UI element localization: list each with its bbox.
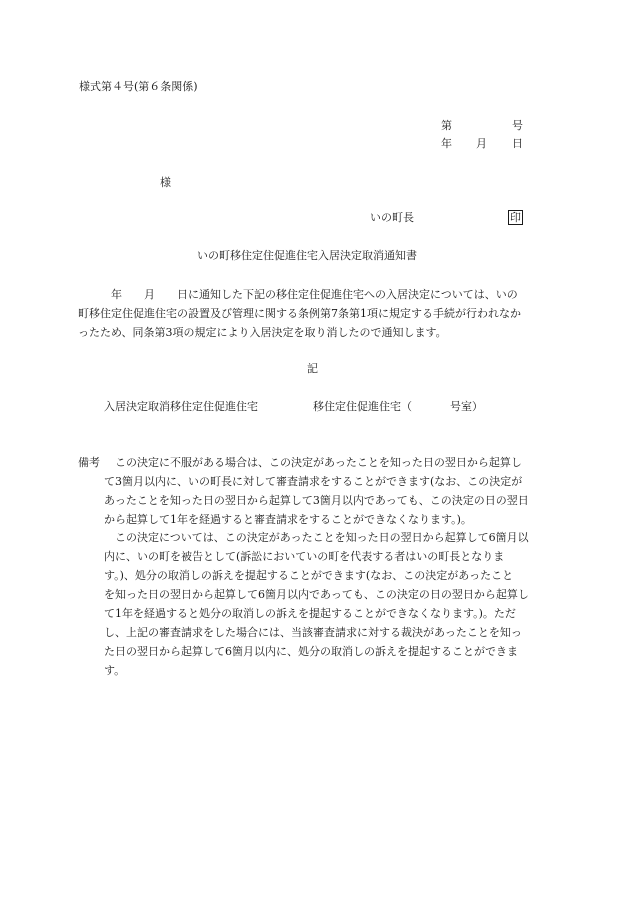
item-label: 入居決定取消移住定住促進住宅 — [104, 400, 258, 413]
document-title: いの町移住定住促進住宅入居決定取消通知書 — [197, 249, 417, 262]
remarks-line-4: から起算して1年を経過すると審査請求をすることができなくなります。)。 — [104, 513, 472, 526]
body-line-1: 年 月 日に通知した下記の移住定住促進住宅への入居決定については、いの — [78, 288, 518, 301]
remarks-line-6: 内に、いの町を被告として(訴訟においていの町を代表する者はいの町長となりま — [104, 550, 505, 563]
remarks-line-12: す。 — [104, 664, 126, 677]
addressee-suffix: 様 — [160, 176, 171, 189]
date-day: 日 — [512, 137, 523, 150]
doc-number-dai: 第 — [441, 119, 452, 132]
remarks-line-8: を知った日の翌日から起算して6箇月以内であっても、この決定の日の翌日から起算し — [104, 588, 529, 601]
remarks-line-1: この決定に不服がある場合は、この決定があったことを知った日の翌日から起算し — [115, 456, 522, 469]
remarks-line-9: て1年を経過すると処分の取消しの訴えを提起することができなくなります。)。ただ — [104, 607, 516, 620]
remarks-line-10: し、上記の審査請求をした場合には、当該審査請求に対する裁決があったことを知っ — [104, 626, 522, 639]
remarks-line-11: た日の翌日から起算して6箇月以内に、処分の取消しの訴えを提起することができま — [104, 645, 518, 658]
seal-box: 印 — [510, 211, 521, 224]
sender-title: いの町長 — [370, 211, 414, 224]
doc-number-go: 号 — [512, 119, 523, 132]
body-line-3: ったため、同条第3項の規定により入居決定を取り消したので通知します。 — [78, 326, 447, 339]
body-line-2: 町移住定住促進住宅の設置及び管理に関する条例第7条第1項に規定する手続が行われなか — [78, 307, 521, 320]
remarks-line-7: す。)、処分の取消しの訴えを提起することができます(なお、この決定があったこと — [104, 569, 514, 582]
remarks-label: 備考 — [78, 456, 100, 469]
remarks-line-3: あったことを知った日の翌日から起算して3箇月以内であっても、この決定の日の翌日 — [104, 494, 529, 507]
remarks-line-5: この決定については、この決定があったことを知った日の翌日から起算して6箇月以 — [104, 531, 529, 544]
item-value-suffix: 号室） — [450, 400, 483, 413]
ki-heading: 記 — [307, 362, 318, 375]
form-number: 様式第４号(第６条関係) — [79, 80, 198, 93]
seal-mark — [508, 210, 523, 225]
date-month: 月 — [476, 137, 487, 150]
item-value-prefix: 移住定住促進住宅（ — [313, 400, 412, 413]
remarks-line-2: て3箇月以内に、いの町長に対して審査請求をすることができます(なお、この決定が — [104, 475, 523, 488]
date-year: 年 — [441, 137, 452, 150]
